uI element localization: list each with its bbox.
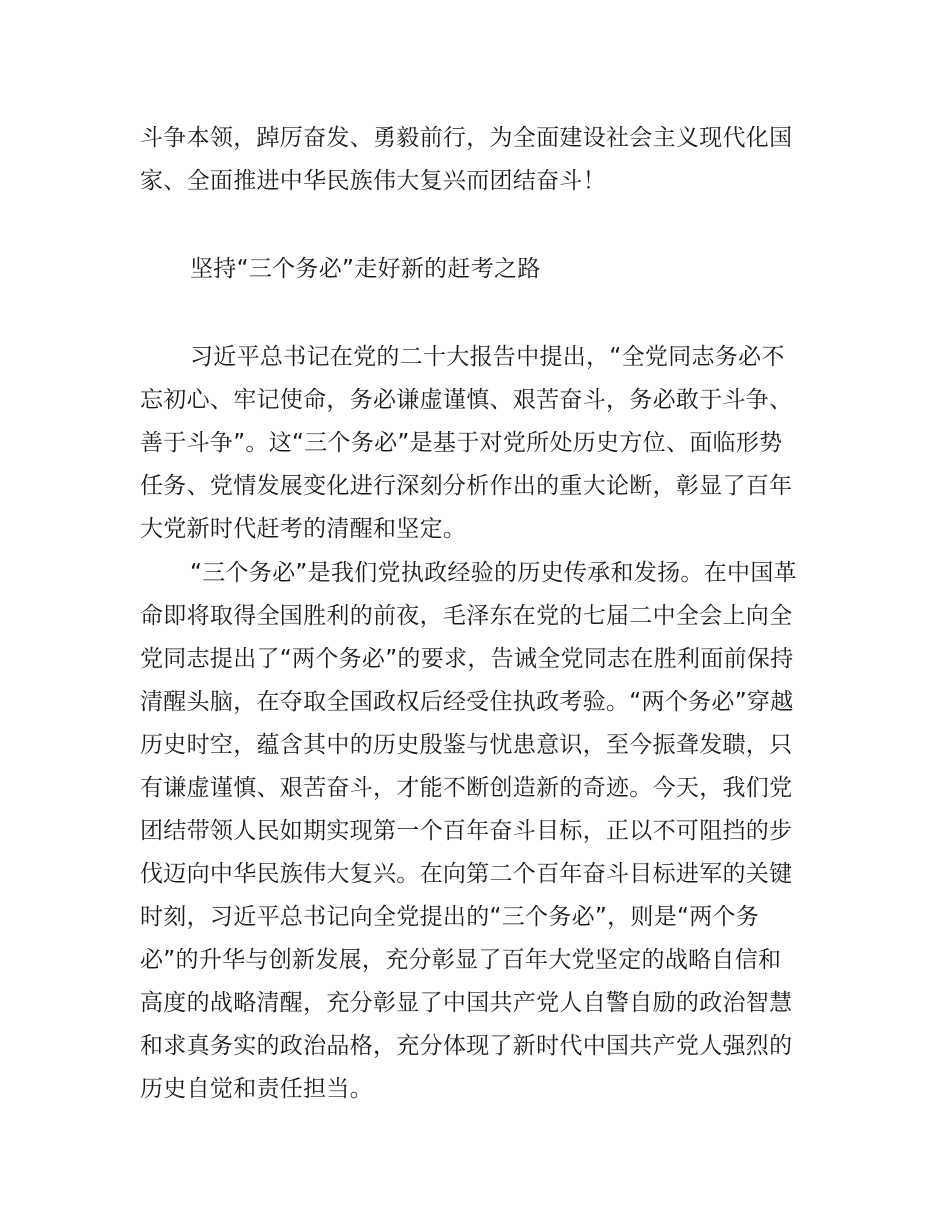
paragraph-2: “三个务必”是我们党执政经验的历史传承和发扬。在中国革命即将取得全国胜利的前夜，毛泽东在党的七届二中全会上向全党同志提出了“两个务必”的要求，告诫全党同志在胜利面前保持清醒头脑，在夺取全国政权后经受住执政考验。“两个务必”穿越历史时空，蕴含其中的历史殷鉴与忧患意识，至今振聋发聩，只有谦虚谨慎、艰苦奋斗，才能不断创造新的奇迹。今天，我们党团结带领人民如期实现第一个百年奋斗目标，正以不可阻挡的步伐迈向中华民族伟大复兴。在向第二个百年奋斗目标进军的关键时刻，习近平总书记向全党提出的“三个务必”，则是“两个务必”的升华与创新发展，充分彰显了百年大党坚定的战略自信和高度的战略清醒，充分彰显了中国共产党人自警自励的政治智慧和求真务实的政治品格，充分体现了新时代中国共产党人强烈的历史自觉和责任担当。 [140, 560, 797, 1102]
paragraph-1: 习近平总书记在党的二十大报告中提出，“全党同志务必不忘初心、牢记使命，务必谦虚谨慎、艰苦奋斗，务必敢于斗争、善于斗争”。这“三个务必”是基于对党所处历史方位、面临形势任务、党情发展变化进行深刻分析作出的重大论断，彰显了百年大党新时代赶考的清醒和坚定。 [140, 344, 793, 542]
continuation-paragraph: 斗争本领，踔厉奋发、勇毅前行，为全面建设社会主义现代化国家、全面推进中华民族伟大复兴而团结奋斗！ [140, 125, 793, 194]
section-heading: 坚持“三个务必”走好新的赶考之路 [190, 256, 541, 282]
